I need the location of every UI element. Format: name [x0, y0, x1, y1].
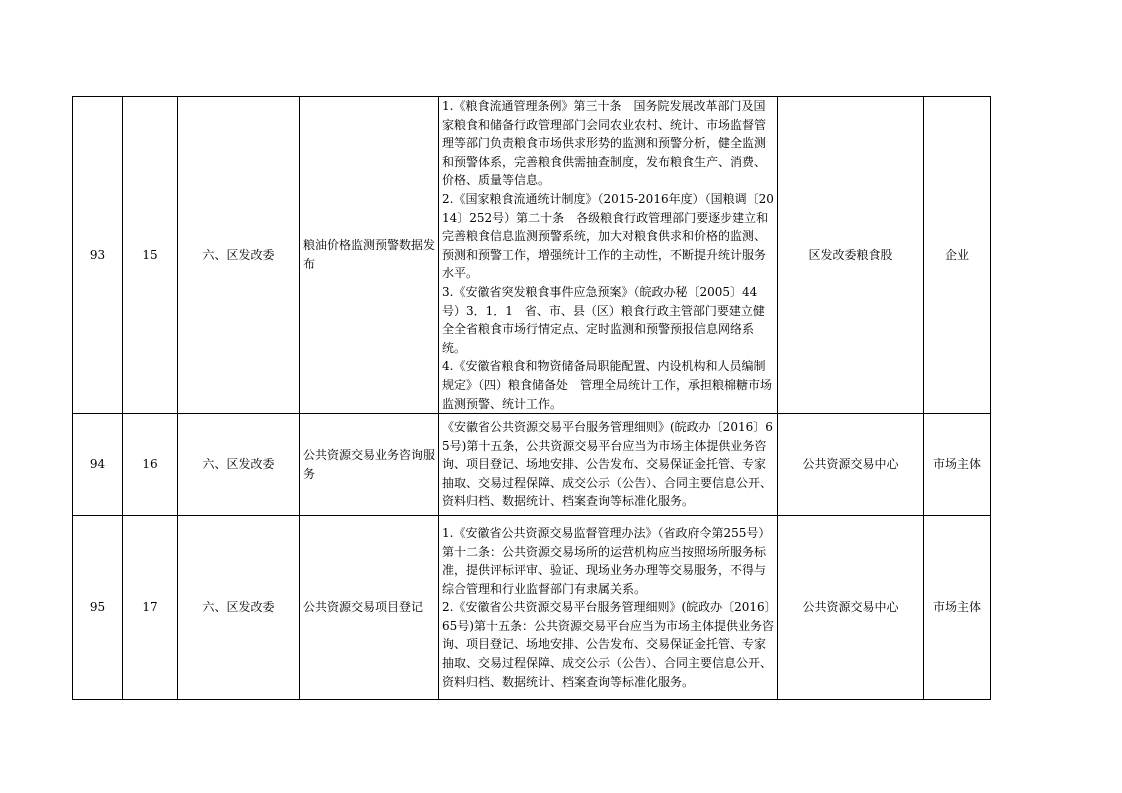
basis-paragraph: 《安徽省公共资源交易平台服务管理细则》(皖政办〔2016〕65号)第十五条，公共资源交易平台应当为市场主体提供业务咨询、项目登记、场地安排、公告发布、交易保证金托管、专家抽取、交易过程保障、成交公示（公告）、合同主要信息公开、资料归档、数据统计、档案查询等标准化服务。	[442, 420, 773, 509]
responsible-unit-cell: 区发改委粮食股	[778, 97, 924, 414]
item-name-cell: 粮油价格监测预警数据发布	[300, 97, 439, 414]
item-name-cell: 公共资源交易业务咨询服务	[300, 414, 439, 516]
seq-cell: 94	[73, 414, 123, 516]
responsible-unit-cell: 公共资源交易中心	[778, 516, 924, 700]
item-name-cell: 公共资源交易项目登记	[300, 516, 439, 700]
sub-seq-cell: 15	[123, 97, 178, 414]
basis-paragraph: 1.《安徽省公共资源交易监督管理办法》（省政府令第255号）第十二条：公共资源交易场所的运营机构应当按照场所服务标准，提供评标评审、验证、现场业务办理等交易服务，不得与综合管理和行业监督部门有隶属关系。	[442, 525, 771, 596]
department-cell: 六、区发改委	[178, 414, 300, 516]
basis-cell	[439, 97, 778, 414]
responsible-unit-cell: 公共资源交易中心	[778, 414, 924, 516]
sub-seq-cell: 16	[123, 414, 178, 516]
table-row	[73, 516, 991, 700]
basis-cell	[439, 516, 778, 700]
basis-paragraph: 3.《安徽省突发粮食事件应急预案》（皖政办秘〔2005〕44号）3．1．1 省、市、县（区）粮食行政主管部门要建立健全全省粮食市场行情定点、定时监测和预警预报信息网络系统。	[442, 284, 765, 355]
table-row	[73, 97, 991, 414]
sub-seq-cell: 17	[123, 516, 178, 700]
department-cell: 六、区发改委	[178, 97, 300, 414]
department-cell: 六、区发改委	[178, 516, 300, 700]
seq-cell: 95	[73, 516, 123, 700]
table-row	[73, 414, 991, 516]
seq-cell: 93	[73, 97, 123, 414]
basis-paragraph: 2.《国家粮食流通统计制度》（2015-2016年度）（国粮调〔2014〕252号）第二十条 各级粮食行政管理部门要逐步建立和完善粮食信息监测预警系统，加大对粮食供求和价格的监测、预测和预警工作，增强统计工作的主动性，不断提升统计服务水平。	[442, 191, 774, 281]
service-target-cell: 市场主体	[924, 414, 991, 516]
basis-paragraph: 1.《粮食流通管理条例》第三十条 国务院发展改革部门及国家粮食和储备行政管理部门会同农业农村、统计、市场监督管理等部门负责粮食市场供求形势的监测和预警分析，健全监测和预警体系，完善粮食供需抽查制度，发布粮食生产、消费、价格、质量等信息。	[442, 99, 767, 188]
basis-paragraph: 4.《安徽省粮食和物资储备局职能配置、内设机构和人员编制规定》（四）粮食储备处 管理全局统计工作，承担粮棉糖市场监测预警、统计工作。	[442, 359, 773, 411]
service-target-cell: 市场主体	[924, 516, 991, 700]
basis-cell	[439, 414, 778, 516]
service-target-cell: 企业	[924, 97, 991, 414]
service-items-table	[72, 96, 991, 700]
basis-paragraph: 2.《安徽省公共资源交易平台服务管理细则》(皖政办〔2016〕65号)第十五条：公共资源交易平台应当为市场主体提供业务咨询、项目登记、场地安排、公告发布、交易保证金托管、专家抽取、交易过程保障、成交公示（公告）、合同主要信息公开、资料归档、数据统计、档案查询等标准化服务。	[442, 600, 774, 689]
